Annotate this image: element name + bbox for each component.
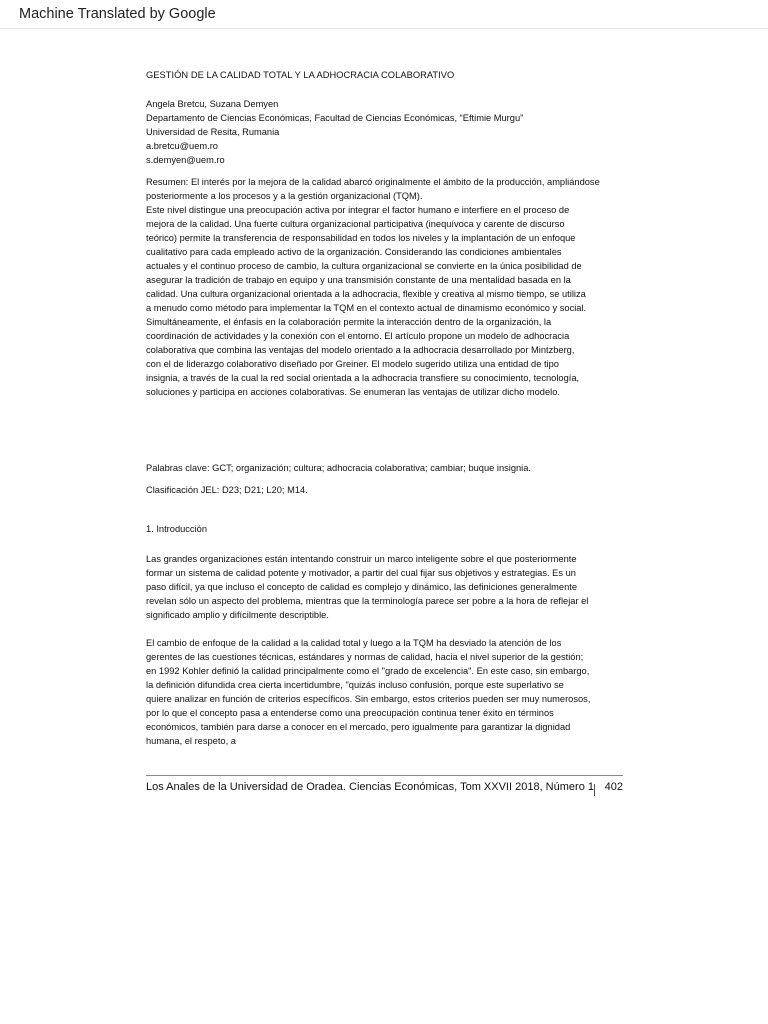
abstract-line: asegurar la tradición de trabajo en equipo y una transmisión constante de una mentalidad basada en la [146,275,571,285]
footer-divider [146,775,623,776]
abstract-line: actuales y el continuo proceso de cambio, la cultura organizacional se convierte en la única posibilidad de [146,261,582,271]
paragraph-line: en 1992 Kohler definió la calidad principalmente como el "grado de excelencia". En este caso, sin embargo, [146,666,590,676]
abstract-line: posteriormente a los procesos y a la gestión organizacional (TQM). [146,191,423,201]
abstract-line: calidad. Una cultura organizacional orientada a la adhocracia, flexible y creativa al mismo tiempo, se utiliza [146,289,586,299]
abstract-line: a menudo como método para implementar la TQM en el contexto actual de dinamismo económico y social. [146,303,587,313]
page-number: 402 [604,781,623,793]
paragraph-line: Las grandes organizaciones están intentando construir un marco inteligente sobre el que posteriormente [146,554,577,564]
abstract-line: Este nivel distingue una preocupación activa por integrar el factor humano e interfiere en el proceso de [146,205,570,215]
paragraph-line: humana, el respeto, a [146,736,236,746]
machine-translated-label: Machine Translated by Google [19,6,216,22]
paragraph-line: por lo que el concepto pasa a entenderse como una preocupación continua tener éxito en términos [146,708,554,718]
abstract-line: teórico) permite la transferencia de responsabilidad en todos los niveles y la implantación de un enfoque [146,233,576,243]
author-names: Angela Bretcu, Suzana Demyen [146,99,279,109]
footer-separator [594,784,595,796]
page-footer [146,781,623,793]
abstract-line: Resumen: El interés por la mejora de la calidad abarcó originalmente el ámbito de la producción, ampliándose [146,177,600,187]
section-heading: 1. Introducción [146,524,207,534]
abstract-line: Simultáneamente, el énfasis en la colaboración permite la interacción dentro de la organización, la [146,317,552,327]
paragraph-line: significado amplio y difícilmente descriptible. [146,610,329,620]
keywords: Palabras clave: GCT; organización; cultura; adhocracia colaborativa; cambiar; buque insignia. [146,463,531,473]
translation-header [0,0,768,29]
paragraph-1 [146,552,632,622]
jel-classification: Clasificación JEL: D23; D21; L20; M14. [146,485,308,495]
abstract-line: cualitativo para cada empleado activo de la organización. Considerando las condiciones ambientales [146,247,562,257]
paragraph-line: gerentes de las cuestiones técnicas, estándares y normas de calidad, hacia el nivel superior de la gestión; [146,652,584,662]
paper-title: GESTIÓN DE LA CALIDAD TOTAL Y LA ADHOCRACIA COLABORATIVO [146,70,455,80]
author-email-2: s.demyen@uem.ro [146,155,225,165]
abstract-line: colaborativa que combina las ventajas del modelo orientado a la adhocracia desarrollado por Mintzberg, [146,345,575,355]
abstract [146,175,632,399]
paragraph-line: paso difícil, ya que incluso el concepto de calidad es complejo y dinámico, las definiciones generalmente [146,582,578,592]
author-block [146,97,523,167]
author-department: Departamento de Ciencias Económicas, Facultad de Ciencias Económicas, “Eftimie Murgu” [146,113,524,123]
paragraph-2 [146,636,632,748]
author-email-1: a.bretcu@uem.ro [146,141,218,151]
paragraph-line: El cambio de enfoque de la calidad a la calidad total y luego a la TQM ha desviado la atención de los [146,638,562,648]
author-university: Universidad de Resita, Rumania [146,127,280,137]
paragraph-line: quiere analizar en función de criterios específicos. Sin embargo, estos criterios pueden ser muy numerosos, [146,694,591,704]
paragraph-line: la definición difundida crea cierta incertidumbre, "quizás incluso confusión, porque este superlativo se [146,680,564,690]
abstract-line: con el de liderazgo colaborativo diseñado por Greiner. El modelo sugerido utiliza una entidad de tipo [146,359,559,369]
journal-citation: Los Anales de la Universidad de Oradea. Ciencias Económicas, Tom XXVII 2018, Número 1 [146,781,594,793]
paragraph-line: formar un sistema de calidad potente y motivador, a partir del cual fijar sus objetivos y estrategias. Es un [146,568,576,578]
abstract-line: coordinación de actividades y la conexión con el entorno. El artículo propone un modelo de adhocracia [146,331,570,341]
paragraph-line: revelan sólo un aspecto del problema, mientras que la terminología parece ser pobre a la hora de reflejar el [146,596,589,606]
abstract-line: mejora de la calidad. Una fuerte cultura organizacional participativa (inequívoca y carente de discurso [146,219,565,229]
paragraph-line: económicos, también para darse a conocer en el mercado, pero igualmente para garantizar la dignidad [146,722,571,732]
abstract-line: insignia, a través de la cual la red social orientada a la adhocracia transfiere su conocimiento, tecnología, [146,373,580,383]
abstract-line: soluciones y participa en acciones colaborativas. Se enumeran las ventajas de utilizar dicho modelo. [146,387,560,397]
